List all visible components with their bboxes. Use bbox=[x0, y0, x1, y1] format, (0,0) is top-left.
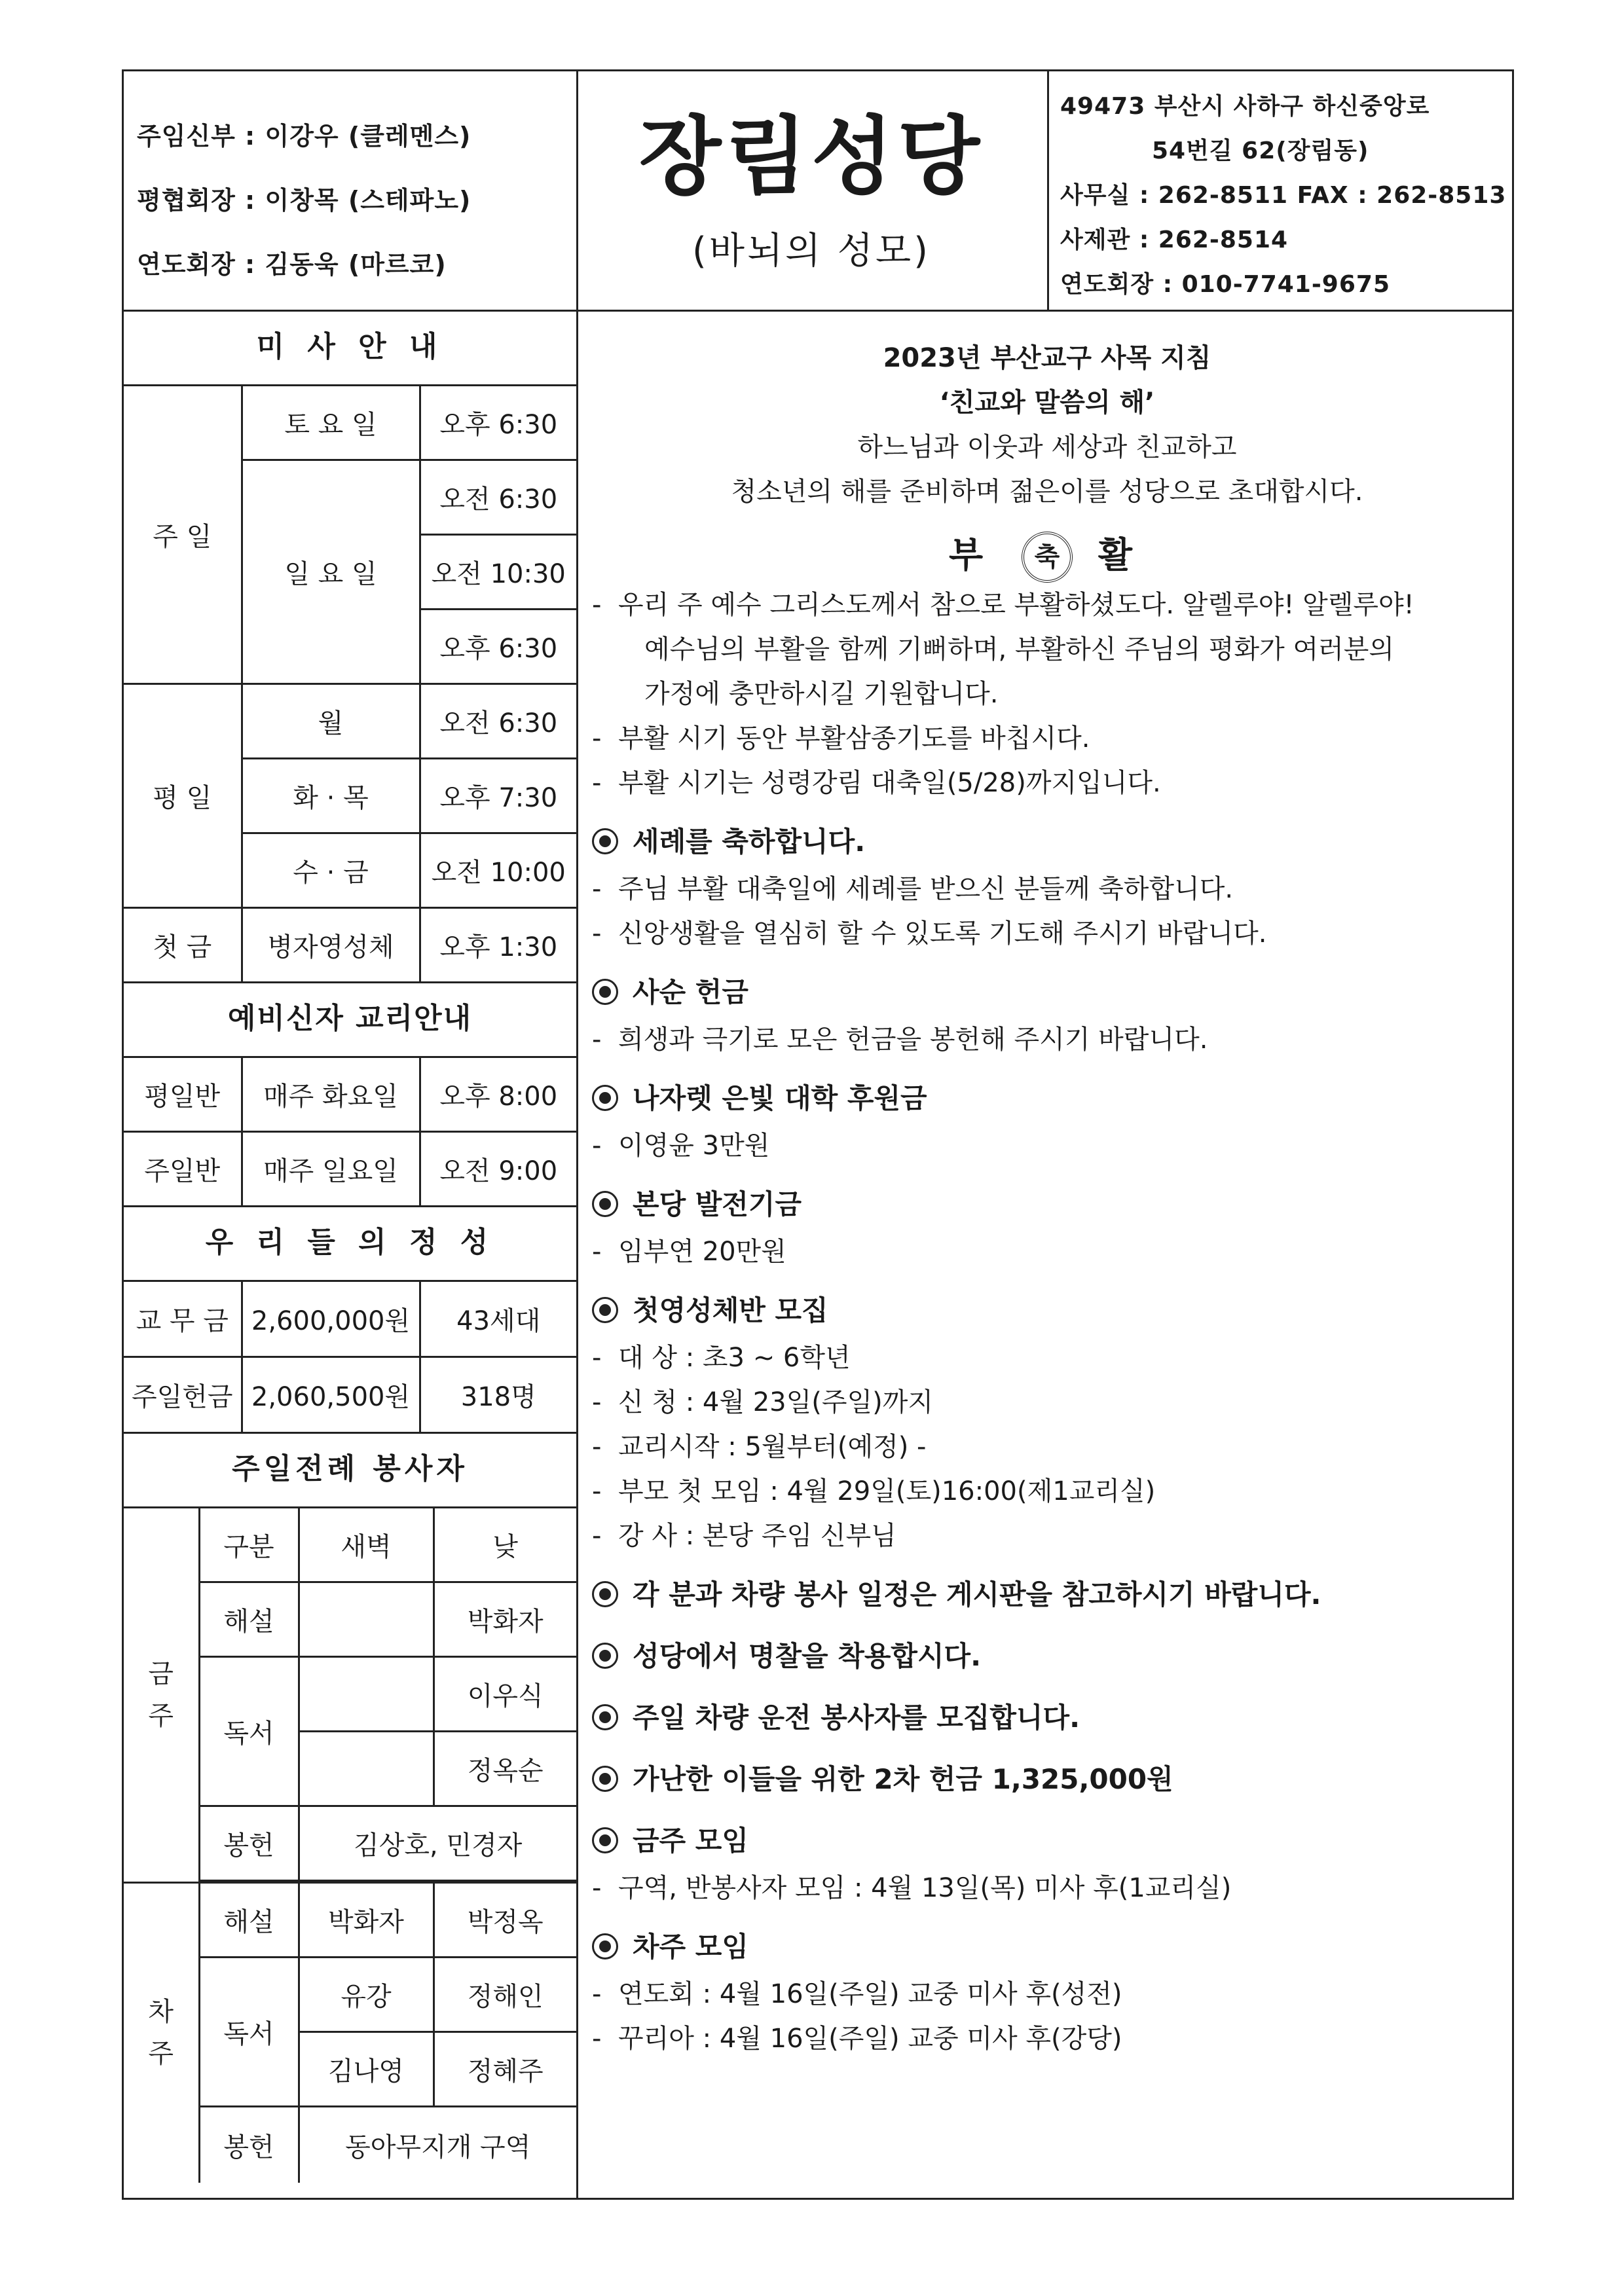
this-reading-2-day: 정옥순 bbox=[434, 1732, 576, 1806]
nazareth-title: 나자렛 은빛 대학 후원금 bbox=[633, 1082, 927, 1115]
baptism-heading bbox=[592, 817, 1502, 867]
table-row bbox=[124, 1281, 576, 1357]
guideline-title: 2023년 부산교구 사목 지침 bbox=[883, 343, 1211, 373]
easter-heading bbox=[592, 527, 1502, 583]
offering-amount: 2,600,000원 bbox=[242, 1281, 420, 1357]
table-row bbox=[124, 1357, 576, 1433]
bullet-circle-icon bbox=[592, 1643, 618, 1669]
tue-thu-label: 화 · 목 bbox=[242, 759, 420, 833]
class-label: 주일반 bbox=[124, 1132, 242, 1207]
offering-count: 43세대 bbox=[420, 1281, 576, 1357]
office-phone: 사무실 : 262-8511 FAX : 262-8513 bbox=[1060, 182, 1507, 209]
sick-communion-label: 병자영성체 bbox=[242, 908, 420, 983]
easter-item: 예수님의 부활을 함께 기뻐하며, 부활하신 주님의 평화가 여러분의 bbox=[644, 634, 1394, 665]
this-reading-1-day: 이우식 bbox=[434, 1657, 576, 1732]
monday-time: 오전 6:30 bbox=[420, 684, 576, 759]
day-header: 낮 bbox=[434, 1508, 576, 1582]
driver-title: 주일 차량 운전 봉사자를 모집합니다. bbox=[633, 1702, 1080, 1734]
offering-label: 교 무 금 bbox=[124, 1281, 242, 1357]
easter-item: 가정에 충만하시길 기원합니다. bbox=[644, 679, 999, 710]
sunday-time-1: 오전 6:30 bbox=[420, 460, 576, 535]
next-week-meeting-item: 연도회 : 4월 16일(주일) 교중 미사 후(성전) bbox=[618, 1979, 1122, 2010]
catechumen-table bbox=[124, 1056, 576, 1207]
contact-info bbox=[1060, 84, 1506, 307]
easter-char-1: 부 bbox=[949, 534, 997, 575]
list-item: - 구역, 반봉사자 모임 : 4월 13일(목) 미사 후(1교리실) bbox=[592, 1873, 1232, 1904]
this-offertory: 김상호, 민경자 bbox=[299, 1806, 576, 1881]
list-item: - 부모 첫 모임 : 4월 29일(토)16:00(제1교리실) bbox=[592, 1476, 1156, 1507]
list-item: - 강 사 : 본당 주임 신부님 bbox=[592, 1521, 896, 1552]
guideline-line-2: 청소년의 해를 준비하며 젊은이를 성당으로 초대합시다. bbox=[731, 477, 1363, 507]
sick-communion-time: 오후 1:30 bbox=[420, 908, 576, 983]
next-week-meeting-item: 꾸리아 : 4월 16일(주일) 교중 미사 후(강당) bbox=[618, 2024, 1122, 2054]
class-time: 오후 8:00 bbox=[420, 1057, 576, 1132]
communion-item: 신 청 : 4월 23일(주일)까지 bbox=[618, 1387, 934, 1418]
this-reading-1-dawn bbox=[299, 1657, 434, 1732]
header-right-divider bbox=[1047, 71, 1049, 310]
table-row bbox=[124, 1132, 576, 1207]
church-subtitle: (바뇌의 성모) bbox=[692, 230, 931, 272]
sunday-label: 주 일 bbox=[124, 386, 242, 684]
offertory-label: 봉헌 bbox=[199, 2107, 299, 2183]
header-left-divider bbox=[576, 71, 578, 310]
bullet-circle-icon bbox=[592, 1191, 618, 1217]
name-tag-title: 성당에서 명찰을 착용합시다. bbox=[633, 1640, 982, 1673]
bullet-circle-icon bbox=[592, 979, 618, 1005]
this-commentary-day: 박화자 bbox=[434, 1582, 576, 1657]
pastoral-guideline bbox=[592, 336, 1502, 514]
list-item bbox=[592, 627, 1502, 672]
council-president: 평협회장 : 이창목 (스테파노) bbox=[137, 186, 471, 215]
class-day: 매주 화요일 bbox=[242, 1057, 420, 1132]
list-item: - 우리 주 예수 그리스도께서 참으로 부활하셨도다. 알렐루야! 알렐루야! bbox=[592, 590, 1414, 621]
nazareth-item: 이영윤 3만원 bbox=[618, 1131, 770, 1161]
lent-title: 사순 헌금 bbox=[633, 976, 748, 1009]
commentary-label: 해설 bbox=[199, 1582, 299, 1657]
next-week-label bbox=[124, 1883, 199, 2183]
elders-phone: 연도회장 : 010-7741-9675 bbox=[1060, 271, 1390, 298]
celebration-seal-icon: 축 bbox=[1022, 532, 1073, 583]
communion-item: 교리시작 : 5월부터(예정) - bbox=[618, 1432, 927, 1463]
lent-item: 희생과 극기로 모은 헌금을 봉헌해 주시기 바랍니다. bbox=[618, 1025, 1208, 1055]
bullet-circle-icon bbox=[592, 828, 618, 854]
offertory-label: 봉헌 bbox=[199, 1806, 299, 1881]
commentary-label: 해설 bbox=[199, 1883, 299, 1958]
next-week-text: 차 주 bbox=[148, 1997, 174, 2069]
list-item: - 부활 시기 동안 부활삼종기도를 바칩시다. bbox=[592, 723, 1090, 754]
church-name: 장림성당 bbox=[638, 107, 984, 206]
monday-label: 월 bbox=[242, 684, 420, 759]
this-week-text: 금 주 bbox=[148, 1659, 174, 1731]
name-tag-notice bbox=[592, 1631, 1502, 1681]
list-item: - 신앙생활을 열심히 할 수 있도록 기도해 주시기 바랍니다. bbox=[592, 919, 1267, 949]
easter-item: 부활 시기 동안 부활삼종기도를 바칩시다. bbox=[618, 723, 1090, 754]
sunday-day-label: 일 요 일 bbox=[242, 460, 420, 684]
saturday-time: 오후 6:30 bbox=[420, 386, 576, 460]
baptism-item: 주님 부활 대축일에 세례를 받으신 분들께 축하합니다. bbox=[618, 874, 1234, 905]
driver-notice bbox=[592, 1693, 1502, 1743]
list-item: - 희생과 극기로 모은 헌금을 봉헌해 주시기 바랍니다. bbox=[592, 1025, 1208, 1055]
this-week-label bbox=[124, 1508, 199, 1883]
baptism-item: 신앙생활을 열심히 할 수 있도록 기도해 주시기 바랍니다. bbox=[618, 919, 1267, 949]
offering-table bbox=[124, 1280, 576, 1434]
elders-president: 연도회장 : 김동욱 (마르코) bbox=[137, 250, 447, 279]
poor-offering-notice bbox=[592, 1755, 1502, 1804]
list-item: - 교리시작 : 5월부터(예정) - bbox=[592, 1432, 927, 1463]
notice-column bbox=[592, 336, 1502, 2061]
next-week-meeting-heading bbox=[592, 1922, 1502, 1972]
offering-amount: 2,060,500원 bbox=[242, 1357, 420, 1433]
easter-item: 우리 주 예수 그리스도께서 참으로 부활하셨도다. 알렐루야! 알렐루야! bbox=[618, 590, 1414, 621]
dawn-header: 새벽 bbox=[299, 1508, 434, 1582]
next-commentary-dawn: 박화자 bbox=[299, 1883, 434, 1958]
class-day: 매주 일요일 bbox=[242, 1132, 420, 1207]
list-item: - 대 상 : 초3 ~ 6학년 bbox=[592, 1343, 851, 1374]
bullet-circle-icon bbox=[592, 1827, 618, 1853]
easter-char-2: 활 bbox=[1098, 534, 1145, 575]
this-commentary-dawn bbox=[299, 1582, 434, 1657]
ministers-title: 주일전례 봉사자 bbox=[232, 1452, 468, 1485]
next-commentary-day: 박정옥 bbox=[434, 1883, 576, 1958]
rectory-phone: 사제관 : 262-8514 bbox=[1060, 227, 1289, 253]
bullet-circle-icon bbox=[592, 1581, 618, 1607]
this-reading-2-dawn bbox=[299, 1732, 434, 1806]
this-week-meeting-heading bbox=[592, 1816, 1502, 1866]
bulletin-frame bbox=[122, 69, 1514, 2200]
communion-item: 강 사 : 본당 주임 신부님 bbox=[618, 1521, 896, 1552]
table-row bbox=[124, 1057, 576, 1132]
poor-title: 가난한 이들을 위한 2차 헌금 1,325,000원 bbox=[633, 1763, 1173, 1796]
class-label: 평일반 bbox=[124, 1057, 242, 1132]
tue-thu-time: 오후 7:30 bbox=[420, 759, 576, 833]
wed-fri-time: 오전 10:00 bbox=[420, 833, 576, 908]
list-item: - 꾸리아 : 4월 16일(주일) 교중 미사 후(강당) bbox=[592, 2024, 1122, 2054]
bullet-circle-icon bbox=[592, 1704, 618, 1730]
bullet-circle-icon bbox=[592, 1085, 618, 1111]
guideline-line-1: 하느님과 이웃과 세상과 친교하고 bbox=[857, 432, 1237, 462]
list-item: - 이영윤 3만원 bbox=[592, 1131, 770, 1161]
lent-heading bbox=[592, 968, 1502, 1017]
fund-item: 임부연 20만원 bbox=[618, 1237, 786, 1267]
mass-schedule-table bbox=[124, 384, 576, 983]
catechumen-title: 예비신자 교리안내 bbox=[227, 1002, 473, 1035]
communion-heading bbox=[592, 1286, 1502, 1336]
sunday-time-2: 오전 10:30 bbox=[420, 535, 576, 610]
nazareth-heading bbox=[592, 1074, 1502, 1123]
fund-title: 본당 발전기금 bbox=[633, 1188, 802, 1221]
list-item: - 신 청 : 4월 23일(주일)까지 bbox=[592, 1387, 934, 1418]
column-divider bbox=[576, 310, 578, 2198]
next-offertory: 동아무지개 구역 bbox=[299, 2107, 576, 2183]
sunday-time-3: 오후 6:30 bbox=[420, 610, 576, 684]
offering-count: 318명 bbox=[420, 1357, 576, 1433]
staff-info bbox=[137, 104, 471, 297]
reading-label: 독서 bbox=[199, 1958, 299, 2107]
baptism-title: 세례를 축하합니다. bbox=[633, 826, 866, 858]
easter-item: 부활 시기는 성령강림 대축일(5/28)까지입니다. bbox=[618, 768, 1161, 799]
communion-item: 대 상 : 초3 ~ 6학년 bbox=[618, 1343, 851, 1374]
bullet-circle-icon bbox=[592, 1297, 618, 1323]
next-week-meeting-title: 차주 모임 bbox=[633, 1931, 748, 1963]
bullet-circle-icon bbox=[592, 1766, 618, 1792]
list-item: - 부활 시기는 성령강림 대축일(5/28)까지입니다. bbox=[592, 768, 1161, 799]
this-week-meeting-item: 구역, 반봉사자 모임 : 4월 13일(목) 미사 후(1교리실) bbox=[618, 1873, 1232, 1904]
reading-label: 독서 bbox=[199, 1657, 299, 1806]
next-reading-2-day: 정혜주 bbox=[434, 2032, 576, 2107]
offering-label: 주일헌금 bbox=[124, 1357, 242, 1433]
vehicle-notice bbox=[592, 1570, 1502, 1620]
ministers-table bbox=[124, 1506, 576, 2183]
offering-title: 우 리 들 의 정 성 bbox=[205, 1226, 495, 1259]
fund-heading bbox=[592, 1180, 1502, 1230]
list-item bbox=[592, 672, 1502, 716]
saturday-label: 토 요 일 bbox=[242, 386, 420, 460]
wed-fri-label: 수 · 금 bbox=[242, 833, 420, 908]
next-reading-1-day: 정해인 bbox=[434, 1958, 576, 2032]
class-time: 오전 9:00 bbox=[420, 1132, 576, 1207]
role-header: 구분 bbox=[199, 1508, 299, 1582]
mass-title: 미 사 안 내 bbox=[256, 330, 444, 363]
bullet-circle-icon bbox=[592, 1933, 618, 1959]
first-friday-label: 첫 금 bbox=[124, 908, 242, 983]
next-reading-1-dawn: 유강 bbox=[299, 1958, 434, 2032]
communion-title: 첫영성체반 모집 bbox=[633, 1294, 828, 1327]
weekday-label: 평 일 bbox=[124, 684, 242, 908]
vehicle-title: 각 분과 차량 봉사 일정은 게시판을 참고하시기 바랍니다. bbox=[633, 1578, 1321, 1611]
list-item: - 연도회 : 4월 16일(주일) 교중 미사 후(성전) bbox=[592, 1979, 1122, 2010]
address-line-2: 54번길 62(장림동) bbox=[1152, 137, 1369, 164]
priest-name: 주임신부 : 이강우 (클레멘스) bbox=[137, 122, 471, 151]
list-item: - 임부연 20만원 bbox=[592, 1237, 786, 1267]
next-reading-2-dawn: 김나영 bbox=[299, 2032, 434, 2107]
list-item: - 주님 부활 대축일에 세례를 받으신 분들께 축하합니다. bbox=[592, 874, 1234, 905]
communion-item: 부모 첫 모임 : 4월 29일(토)16:00(제1교리실) bbox=[618, 1476, 1156, 1507]
address-line-1: 49473 부산시 사하구 하신중앙로 bbox=[1060, 93, 1430, 120]
guideline-theme: ‘친교와 말씀의 해’ bbox=[939, 388, 1155, 418]
this-week-meeting-title: 금주 모임 bbox=[633, 1825, 748, 1857]
